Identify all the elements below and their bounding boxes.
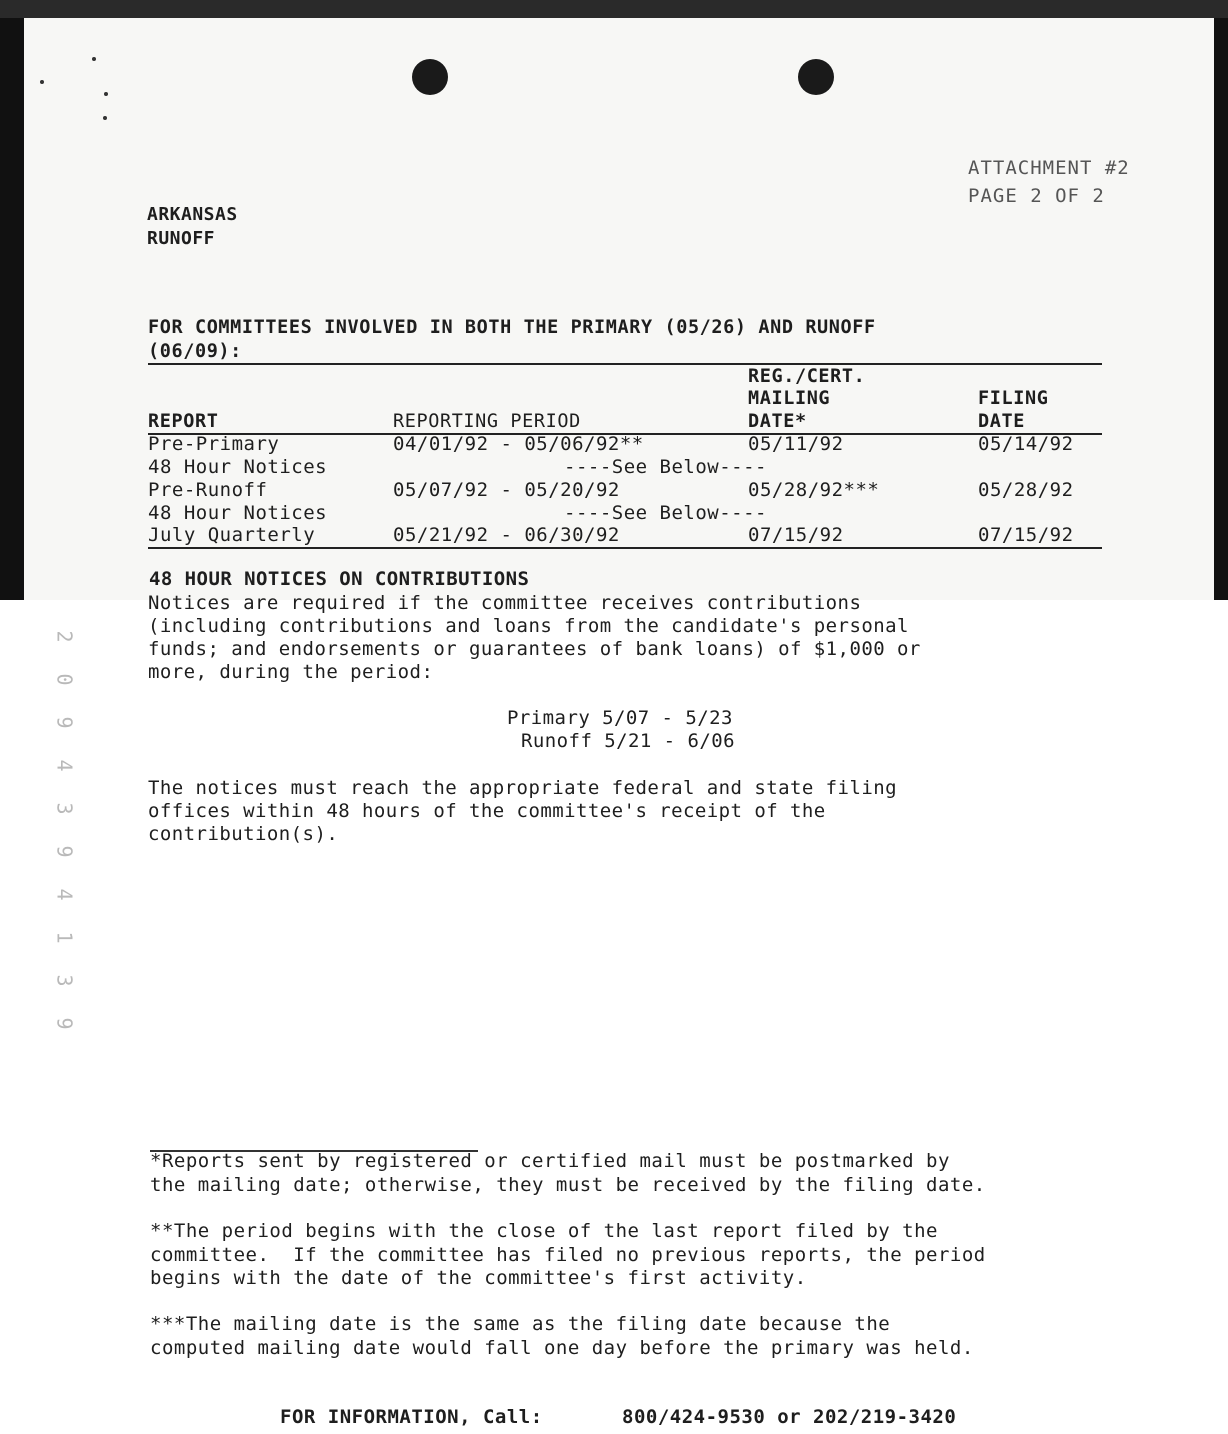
col-header-period: REPORTING PERIOD [393, 411, 581, 432]
notices-deadline-line: contribution(s). [148, 823, 339, 845]
margin-digit: 9 [52, 845, 77, 858]
row-report: Pre-Primary [148, 433, 280, 455]
footer-info-label: FOR INFORMATION, Call: [280, 1406, 543, 1428]
scan-speck [103, 116, 107, 120]
margin-digit: 3 [52, 802, 77, 815]
row-period: 04/01/92 - 05/06/92** [393, 433, 644, 455]
punch-hole-left [412, 59, 448, 95]
state-name: ARKANSAS [147, 204, 238, 225]
col-header-filing-2: DATE [978, 411, 1025, 432]
row-mailing: 05/28/92*** [748, 479, 880, 501]
margin-digit: 9 [52, 1017, 77, 1030]
notices-text-line: funds; and endorsements or guarantees of bank loans) of $1,000 or [148, 638, 921, 660]
primary-period: Primary 5/07 - 5/23 [507, 707, 733, 729]
notices-text-line: Notices are required if the committee receives contributions [148, 592, 862, 614]
row-filing: 05/28/92 [978, 479, 1074, 501]
row-filing: 05/14/92 [978, 433, 1074, 455]
notices-deadline-line: The notices must reach the appropriate federal and state filing [148, 777, 898, 799]
scan-top-edge [0, 0, 1228, 18]
col-header-mailing-3: DATE* [748, 411, 807, 432]
scan-speck [104, 92, 108, 96]
scan-speck [40, 80, 44, 84]
footnote-1-line: *Reports sent by registered or certified mail must be postmarked by [150, 1150, 950, 1172]
margin-digit: 4 [52, 759, 77, 772]
col-header-report: REPORT [148, 411, 219, 432]
margin-digit: 2 [52, 630, 77, 643]
notices-heading: 48 HOUR NOTICES ON CONTRIBUTIONS [149, 568, 530, 590]
footnote-2-line: committee. If the committee has filed no previous reports, the period [150, 1244, 986, 1266]
row-period: 05/21/92 - 06/30/92 [393, 524, 620, 546]
col-header-filing-1: FILING [978, 388, 1049, 409]
footnote-2-line: begins with the date of the committee's first activity. [150, 1267, 807, 1289]
intro-line-2: (06/09): [148, 341, 242, 362]
margin-digit: 0 [52, 673, 77, 686]
col-header-mailing-1: REG./CERT. [748, 366, 866, 387]
footnote-1-line: the mailing date; otherwise, they must be received by the filing date. [150, 1174, 986, 1196]
row-report: 48 Hour Notices [148, 502, 328, 524]
intro-line-1: FOR COMMITTEES INVOLVED IN BOTH THE PRIMARY (05/26) AND RUNOFF [148, 317, 876, 338]
margin-digit: 9 [52, 716, 77, 729]
punch-hole-right [798, 59, 834, 95]
row-mailing: 05/11/92 [748, 433, 844, 455]
row-period: 05/07/92 - 05/20/92 [393, 479, 620, 501]
row-mailing: 07/15/92 [748, 524, 844, 546]
row-report: Pre-Runoff [148, 479, 268, 501]
row-report: July Quarterly [148, 524, 316, 546]
row-see-below: ----See Below---- [564, 502, 767, 524]
runoff-period: Runoff 5/21 - 6/06 [521, 730, 736, 752]
margin-digit: 1 [52, 931, 77, 944]
reporting-table [148, 363, 1102, 549]
row-filing: 07/15/92 [978, 524, 1074, 546]
col-header-mailing-2: MAILING [748, 388, 831, 409]
margin-document-number [40, 615, 77, 1045]
page-indicator: PAGE 2 OF 2 [968, 185, 1105, 207]
margin-digit: 4 [52, 888, 77, 901]
margin-digit: 3 [52, 974, 77, 987]
notices-text-line: (including contributions and loans from the candidate's personal [148, 615, 909, 637]
attachment-label: ATTACHMENT #2 [968, 157, 1130, 179]
footnote-3-line: ***The mailing date is the same as the filing date because the [150, 1313, 891, 1335]
scan-speck [92, 57, 96, 61]
row-report: 48 Hour Notices [148, 456, 328, 478]
footer-phone-numbers: 800/424-9530 or 202/219-3420 [622, 1406, 957, 1428]
footnote-3-line: computed mailing date would fall one day before the primary was held. [150, 1337, 974, 1359]
notices-text-line: more, during the period: [148, 661, 434, 683]
row-see-below: ----See Below---- [564, 456, 767, 478]
election-type: RUNOFF [147, 228, 216, 249]
footnote-2-line: **The period begins with the close of the last report filed by the [150, 1220, 938, 1242]
notices-deadline-line: offices within 48 hours of the committee's receipt of the [148, 800, 826, 822]
